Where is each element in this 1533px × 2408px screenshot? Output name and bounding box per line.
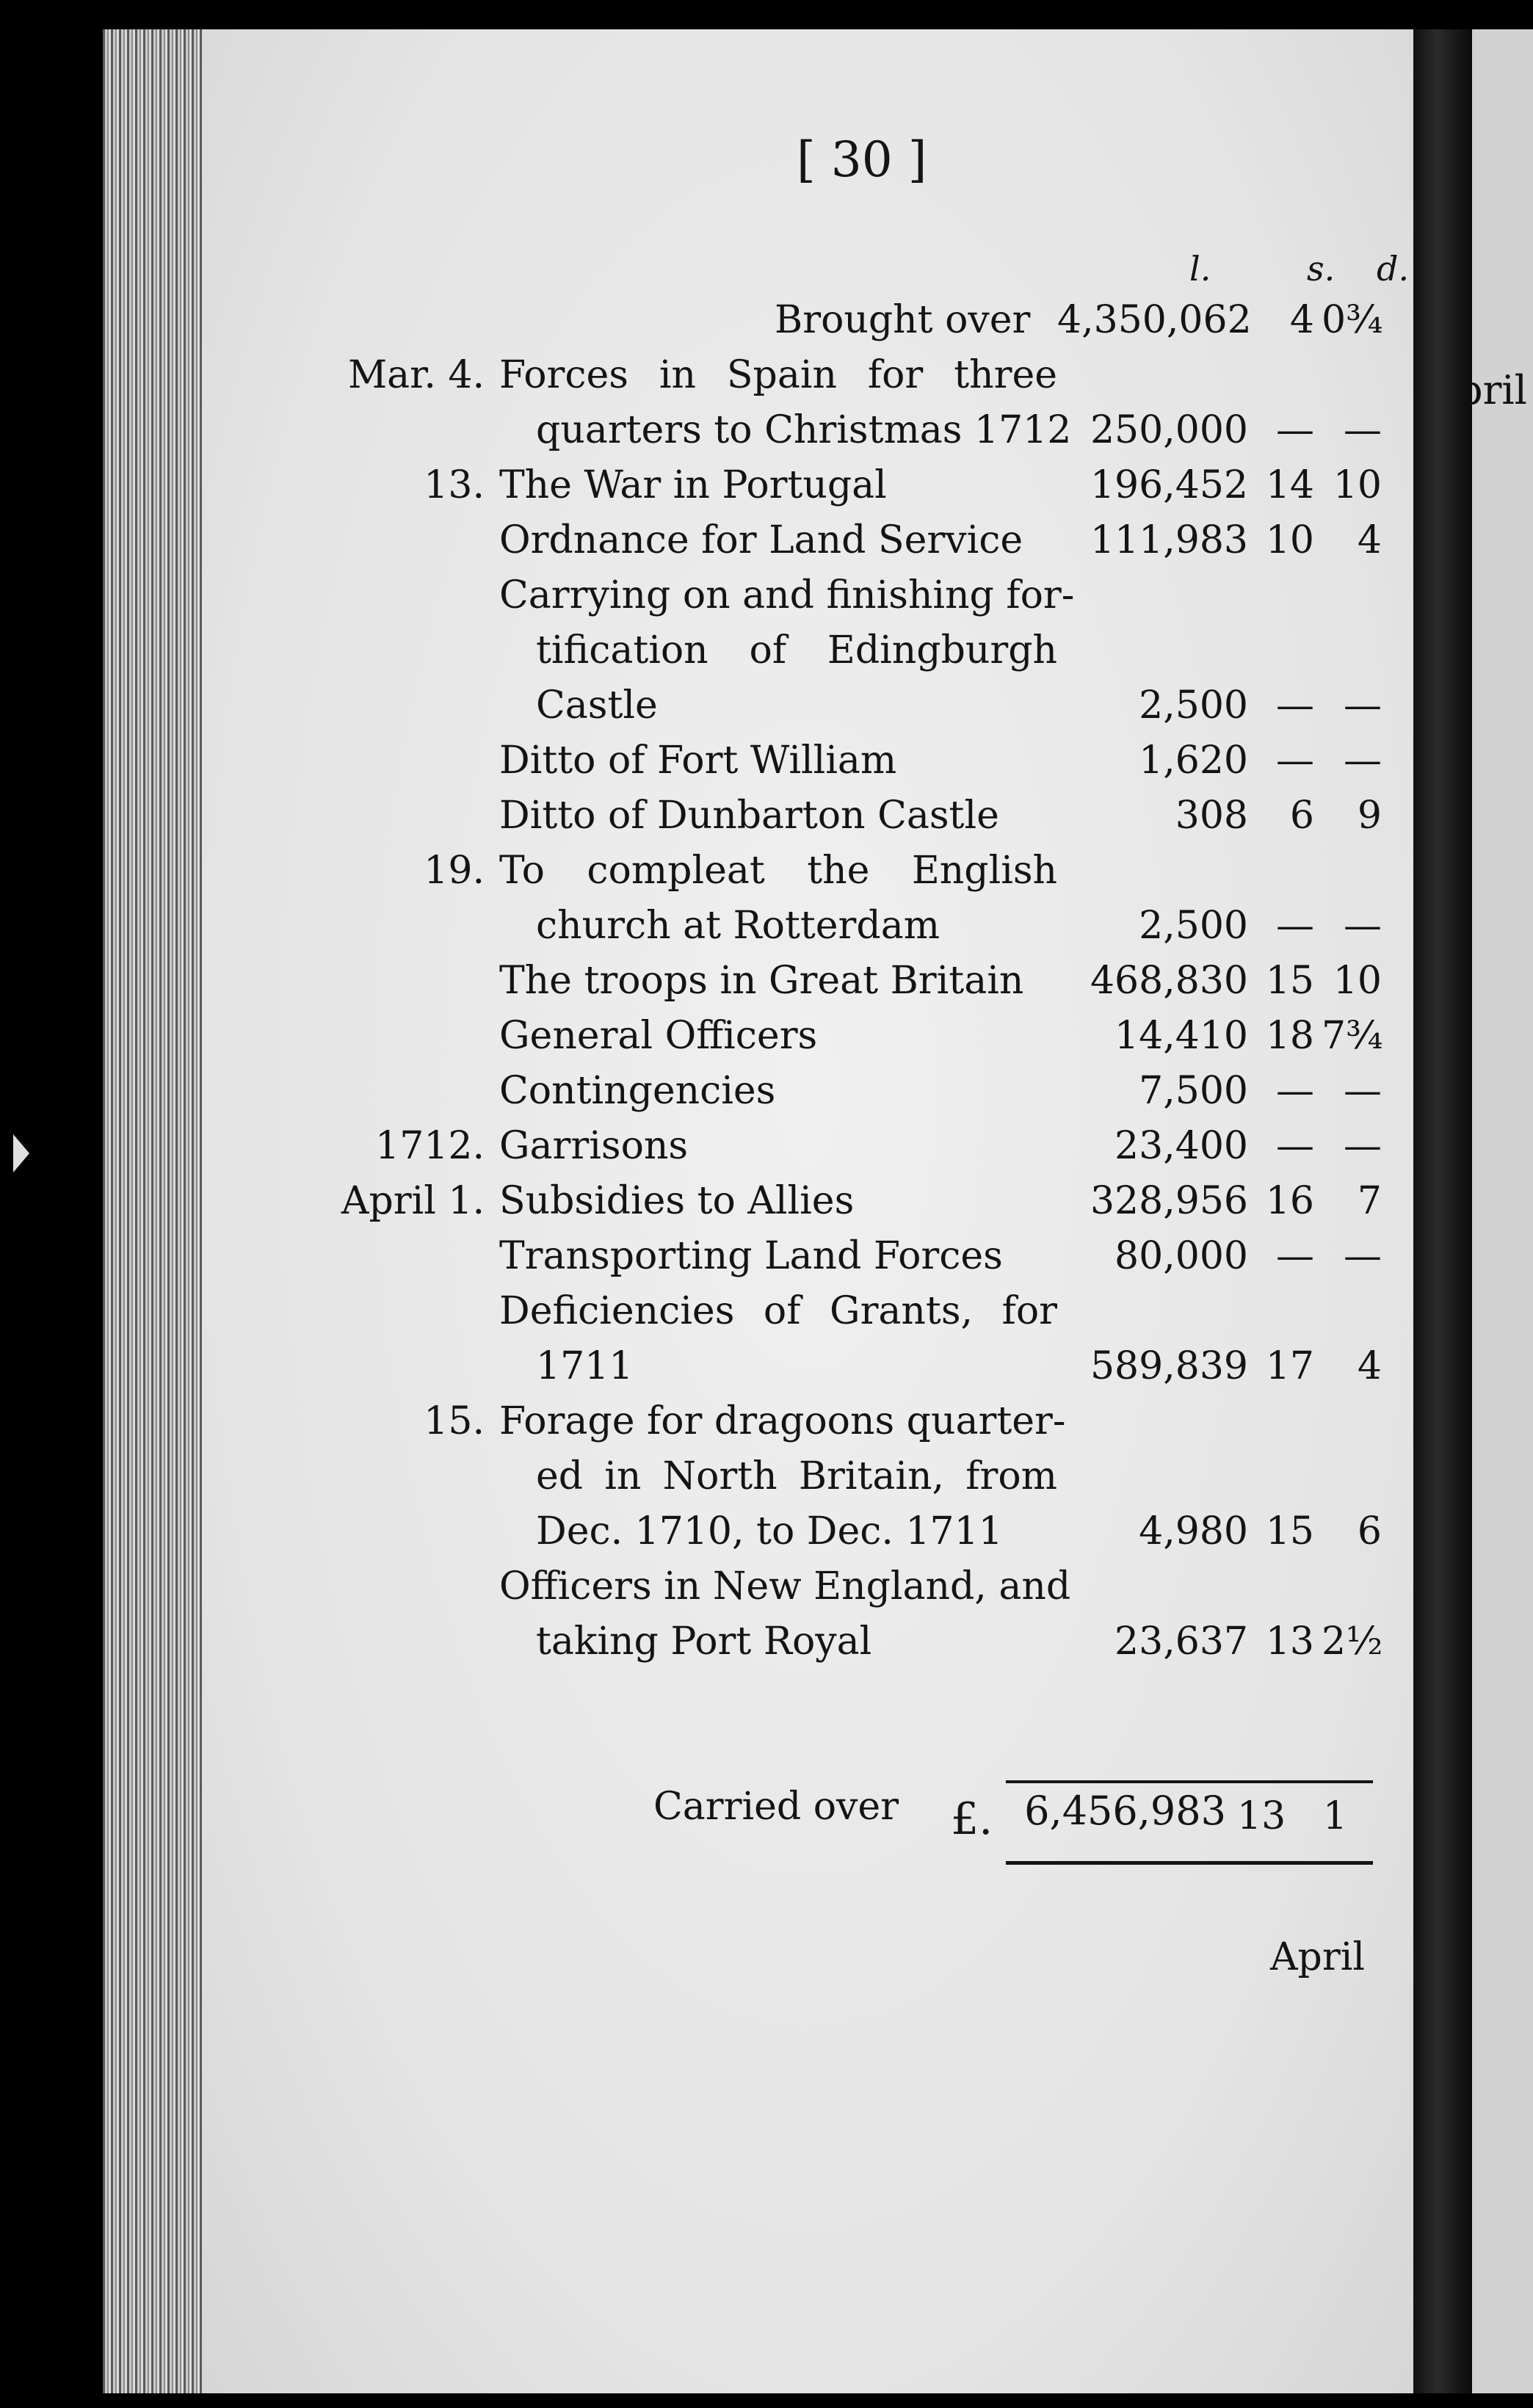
entry-pounds: 1,620 xyxy=(1139,739,1248,783)
entry-description-line: Carrying on and finishing for- xyxy=(499,573,1075,617)
entry-pence: 10 xyxy=(1333,959,1382,1003)
entry-description-line: ed in North Britain, from xyxy=(536,1454,1057,1498)
entry-pence: 6 xyxy=(1357,1509,1382,1553)
entry-description-line: Dec. 1710, to Dec. 1711 xyxy=(536,1509,1003,1553)
entry-description-line: Ditto of Dunbarton Castle xyxy=(499,794,999,838)
entry-description-line: Subsidies to Allies xyxy=(499,1179,855,1223)
entry-description-line: Deficiencies of Grants, for xyxy=(499,1289,1057,1333)
entry-pounds: 589,839 xyxy=(1090,1344,1248,1388)
book-page-edges xyxy=(103,29,206,2393)
entry-pounds: 2,500 xyxy=(1139,683,1248,728)
entry-date: 15. xyxy=(424,1399,485,1443)
entry-description-line: Transporting Land Forces xyxy=(499,1234,1003,1278)
pounds-column-header: l. xyxy=(1189,249,1211,289)
entry-pounds: 14,410 xyxy=(1115,1014,1248,1058)
entry-shillings: 13 xyxy=(1265,1620,1314,1664)
entry-shillings: — xyxy=(1276,739,1314,783)
entry-shillings: — xyxy=(1276,1069,1314,1113)
entry-shillings: 10 xyxy=(1265,518,1314,562)
entry-description-line: Forces in Spain for three xyxy=(499,353,1057,397)
entry-pounds: 7,500 xyxy=(1139,1069,1248,1113)
entry-pence: — xyxy=(1344,1069,1382,1113)
total-rule-bottom xyxy=(1006,1861,1373,1865)
entry-pence: 7 xyxy=(1357,1179,1382,1223)
entry-description-line: Brought over xyxy=(775,298,1031,342)
total-rule-top xyxy=(1006,1780,1373,1783)
entry-pence: — xyxy=(1344,683,1382,728)
entry-description-line: tification of Edingburgh xyxy=(536,628,1057,672)
entry-description-line: Forage for dragoons quarter- xyxy=(499,1399,1066,1443)
entry-shillings: 4 xyxy=(1289,298,1314,342)
entry-pounds: 2,500 xyxy=(1139,904,1248,948)
entry-pence: 0¾ xyxy=(1322,298,1383,342)
entry-shillings: 15 xyxy=(1265,959,1314,1003)
entry-description-line: The troops in Great Britain xyxy=(499,959,1024,1003)
entry-date: 13. xyxy=(424,463,485,507)
entry-pounds: 4,350,062 xyxy=(1057,298,1252,342)
entry-shillings: 16 xyxy=(1265,1179,1314,1223)
pence-column-header: d. xyxy=(1377,249,1410,289)
entry-description-line: church at Rotterdam xyxy=(536,904,941,948)
entry-description-line: Officers in New England, and xyxy=(499,1564,1071,1609)
entry-shillings: 18 xyxy=(1265,1014,1314,1058)
entry-pence: 9 xyxy=(1357,794,1382,838)
entry-shillings: — xyxy=(1276,1124,1314,1168)
shillings-column-header: s. xyxy=(1307,249,1336,289)
total-pence: 1 xyxy=(1322,1794,1347,1838)
entry-pounds: 196,452 xyxy=(1090,463,1248,507)
entry-pence: 4 xyxy=(1357,518,1382,562)
entry-shillings: 17 xyxy=(1265,1344,1314,1388)
entry-date: 19. xyxy=(424,849,485,893)
entry-shillings: 14 xyxy=(1265,463,1314,507)
entry-pounds: 4,980 xyxy=(1139,1509,1248,1553)
entry-pence: — xyxy=(1344,408,1382,452)
entry-description-line: quarters to Christmas 1712 xyxy=(536,408,1072,452)
entry-pence: 10 xyxy=(1333,463,1382,507)
entry-shillings: 6 xyxy=(1289,794,1314,838)
entry-pounds: 308 xyxy=(1175,794,1248,838)
entry-pence: — xyxy=(1344,739,1382,783)
entry-description-line: Ordnance for Land Service xyxy=(499,518,1023,562)
entry-shillings: — xyxy=(1276,683,1314,728)
currency-symbol: £. xyxy=(951,1794,993,1845)
entry-date: 1712. xyxy=(375,1124,485,1168)
page-number-header: [ 30 ] xyxy=(797,131,927,188)
entry-pounds: 328,956 xyxy=(1090,1179,1248,1223)
entry-description-line: General Officers xyxy=(499,1014,818,1058)
entry-pence: 4 xyxy=(1357,1344,1382,1388)
entry-description-line: Ditto of Fort William xyxy=(499,739,897,783)
entry-shillings: — xyxy=(1276,904,1314,948)
entry-description-line: Castle xyxy=(536,683,658,728)
entry-pence: 2½ xyxy=(1322,1620,1383,1664)
total-shillings: 13 xyxy=(1237,1794,1286,1838)
entry-shillings: — xyxy=(1276,408,1314,452)
entry-date: Mar. 4. xyxy=(347,353,485,397)
entry-pounds: 468,830 xyxy=(1090,959,1248,1003)
entry-pounds: 250,000 xyxy=(1090,408,1248,452)
scan-arrow-icon xyxy=(13,1134,29,1172)
entry-shillings: 15 xyxy=(1265,1509,1314,1553)
entry-description-line: taking Port Royal xyxy=(536,1620,872,1664)
entry-pounds: 80,000 xyxy=(1115,1234,1248,1278)
entry-pounds: 23,637 xyxy=(1115,1620,1248,1664)
carried-over-label: Carried over xyxy=(653,1785,899,1829)
facing-page-word: pril xyxy=(1457,367,1527,413)
entry-pence: — xyxy=(1344,904,1382,948)
entry-pence: — xyxy=(1344,1124,1382,1168)
entry-date: April 1. xyxy=(341,1179,485,1223)
total-pounds: 6,456,983 xyxy=(1024,1788,1226,1834)
entry-pounds: 111,983 xyxy=(1090,518,1248,562)
entry-shillings: — xyxy=(1276,1234,1314,1278)
catchword: April xyxy=(1270,1935,1365,1979)
entry-pence: 7¾ xyxy=(1322,1014,1383,1058)
entry-description-line: Contingencies xyxy=(499,1069,776,1113)
entry-description-line: Garrisons xyxy=(499,1124,689,1168)
entry-description-line: 1711 xyxy=(536,1344,634,1388)
entry-description-line: The War in Portugal xyxy=(499,463,887,507)
entry-description-line: To compleat the English xyxy=(499,849,1057,893)
entry-pence: — xyxy=(1344,1234,1382,1278)
entry-pounds: 23,400 xyxy=(1115,1124,1248,1168)
